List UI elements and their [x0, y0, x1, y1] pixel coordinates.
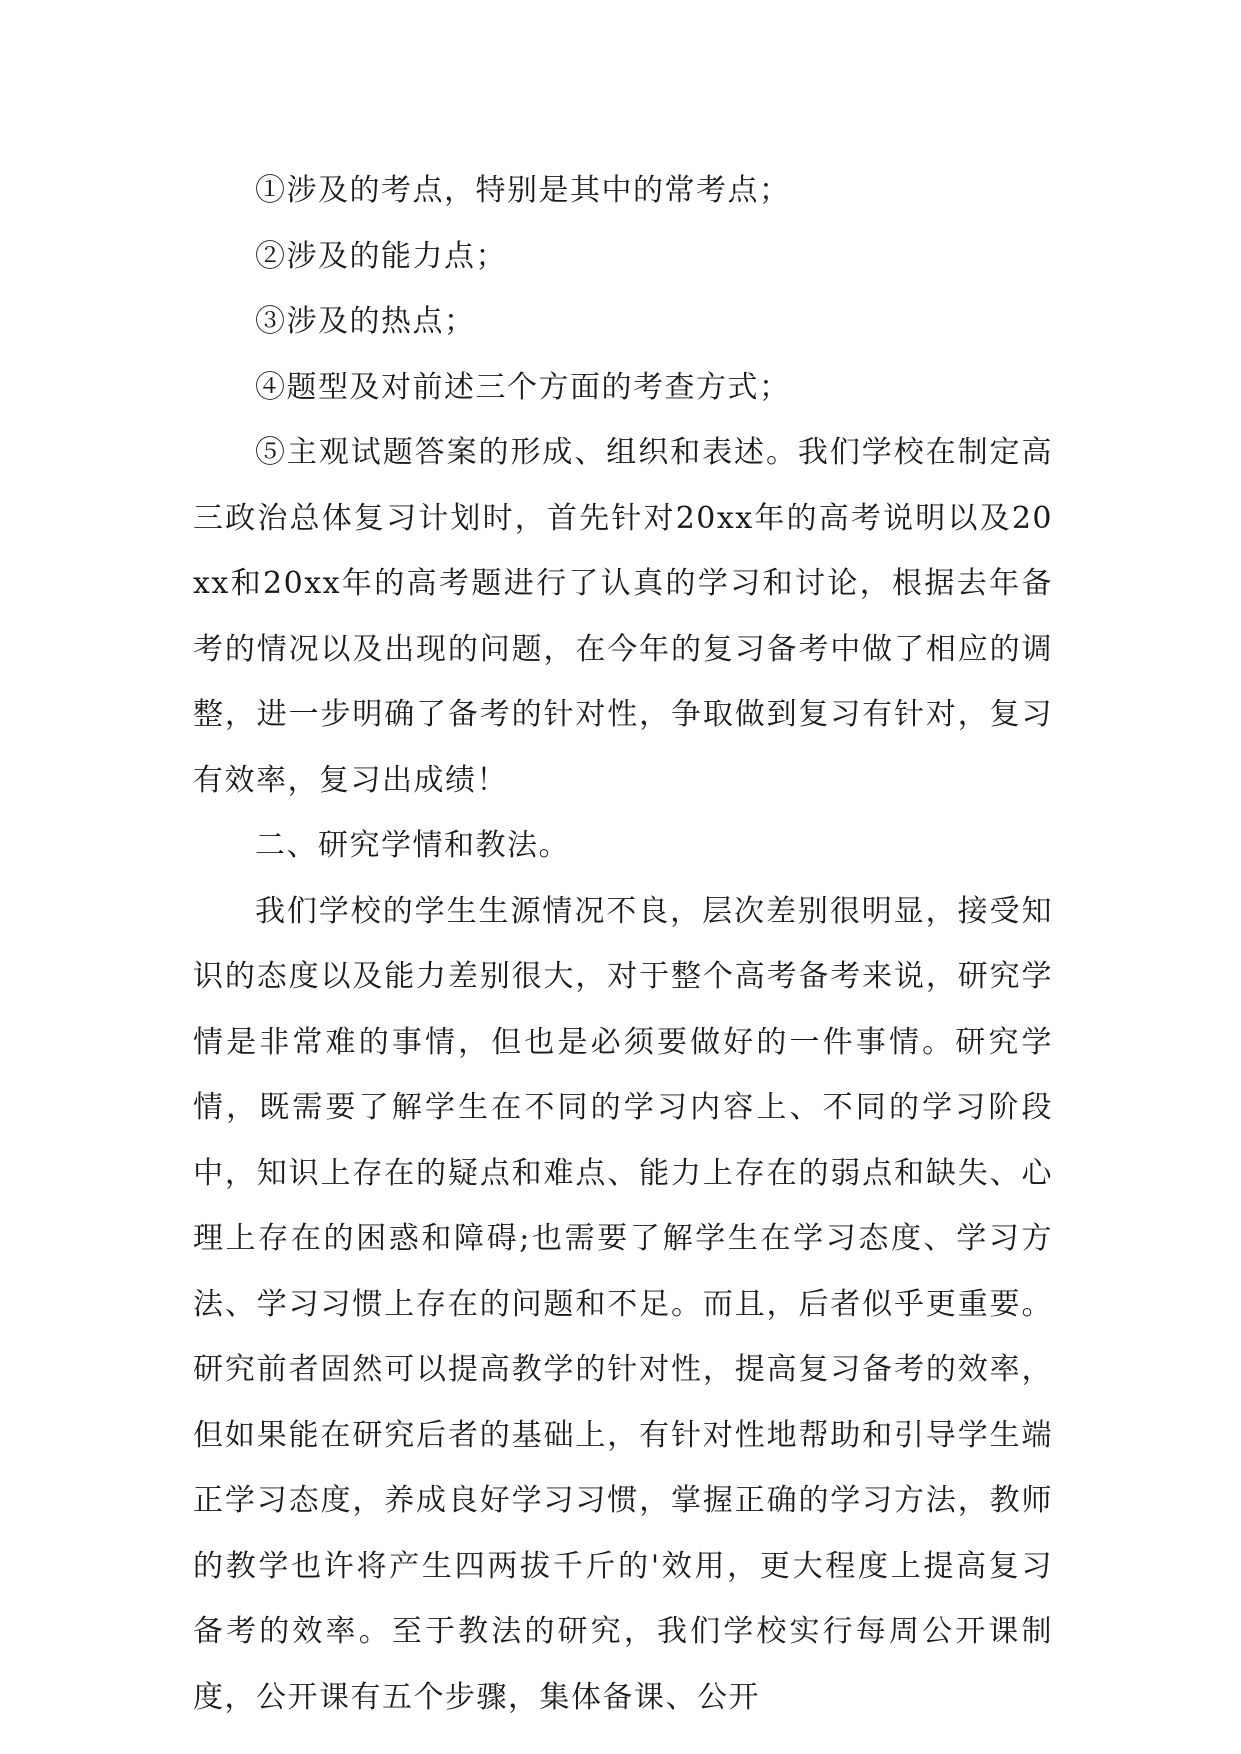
- paragraph-point-1: ①涉及的考点，特别是其中的常考点；: [255, 173, 791, 208]
- paragraph-body: 我们学校的学生生源情况不良，层次差别很明显，接受知识的态度以及能力差别很大，对于整个高考备考来说，研究学情是非常难的事情，但也是必须要做好的一件事情。研究学情，既需要了解学生在不同的学习内容上、不同的学习阶段中，知识上存在的疑点和难点、能力上存在的弱点和缺失、心理上存在的困惑和障碍;也需要了解学生在学习态度、学习方法、学习习惯上存在的问题和不足。而且，后者似乎更重要。研究前者固然可以提高教学的针对性，提高复习备考的效率，但如果能在研究后者的基础上，有针对性地帮助和引导学生端正学习态度，养成良好学习习惯，掌握正确的学习方法，教师的教学也许将产生四两拔千斤的'效用，更大程度上提高复习备考的效率。至于教法的研究，我们学校实行每周公开课制度，公开课有五个步骤，集体备课、公开: [193, 893, 1053, 1715]
- section-heading: 二、研究学情和教法。: [255, 828, 570, 863]
- paragraph-point-5: ⑤主观试题答案的形成、组织和表述。我们学校在制定高三政治总体复习计划时，首先针对20xx年的高考说明以及20xx和20xx年的高考题进行了认真的学习和讨论，根据去年备考的情况以及出现的问题，在今年的复习备考中做了相应的调整，进一步明确了备考的针对性，争取做到复习有针对，复习有效率，复习出成绩！: [193, 435, 1053, 798]
- paragraph-point-4: ④题型及对前述三个方面的考查方式；: [255, 369, 791, 405]
- document-body: [193, 158, 1053, 1730]
- paragraph-point-3: ③涉及的热点；: [255, 304, 476, 339]
- paragraph-point-2: ②涉及的能力点；: [255, 238, 507, 274]
